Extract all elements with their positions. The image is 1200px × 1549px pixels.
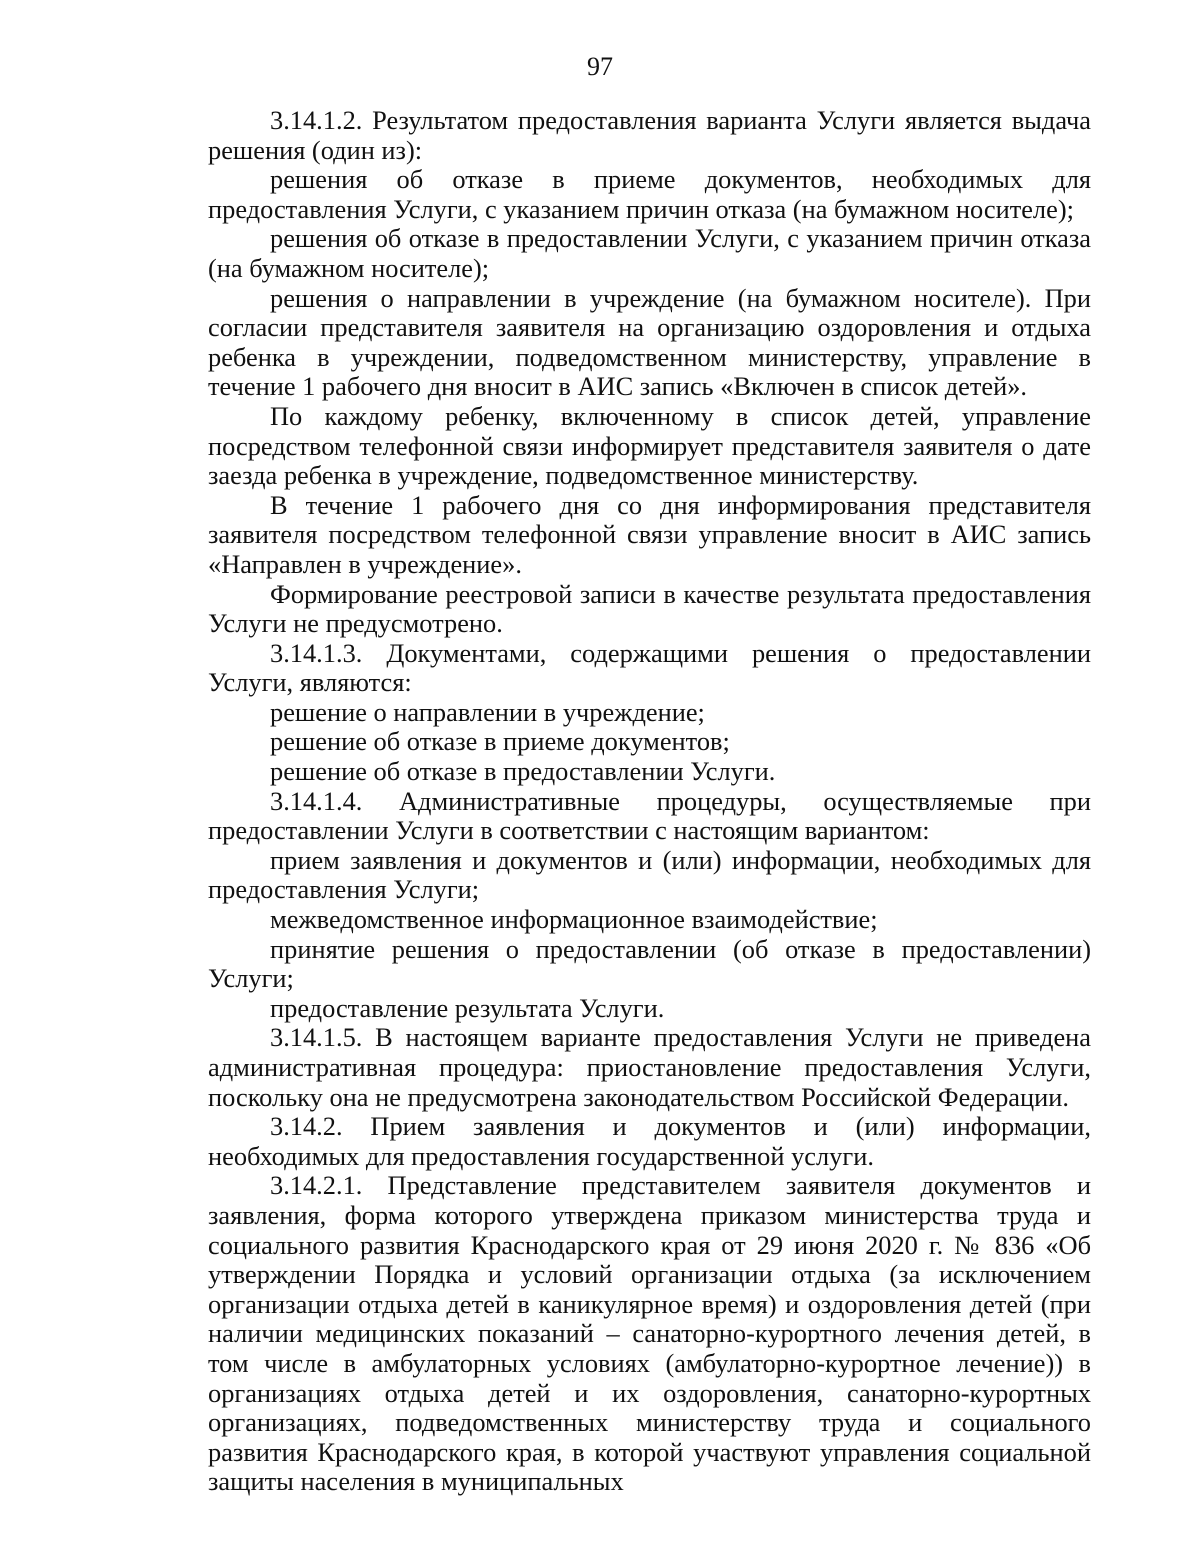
- paragraph: решения об отказе в приеме документов, необходимых для предоставления Услуги, с указанием причин отказа (на бумажном носителе);: [208, 164, 1091, 224]
- paragraph: 3.14.2.1. Представление представителем заявителя документов и заявления, форма которого утверждена приказом министерства труда и социального развития Краснодарского края от 29 июня 2020 г. № 836 «Об утверждении Порядка и условий организации отдыха (за исключением организации отдыха детей в каникулярное время) и оздоровления детей (при наличии медицинских показаний – санаторно-курортного лечения детей, в том числе в амбулаторных условиях (амбулаторно-курортное лечение)) в организациях отдыха детей и их оздоровления, санаторно-курортных организациях, подведомственных министерству труда и социального развития Краснодарского края, в которой участвуют управления социальной защиты населения в муниципальных: [208, 1170, 1091, 1497]
- paragraph: принятие решения о предоставлении (об отказе в предоставлении) Услуги;: [208, 933, 1091, 994]
- page-number: 97: [587, 52, 613, 81]
- paragraph: 3.14.2. Прием заявления и документов и (или) информации, необходимых для предоставления государственной услуги.: [208, 1111, 1091, 1171]
- paragraph: решение об отказе в приеме документов;: [270, 726, 730, 757]
- paragraph: Формирование реестровой записи в качестве результата предоставления Услуги не предусмотрено.: [208, 578, 1091, 639]
- paragraph: решение о направлении в учреждение;: [270, 696, 705, 727]
- paragraph: решение об отказе в предоставлении Услуги.: [270, 756, 776, 787]
- paragraph: 3.14.1.5. В настоящем варианте предоставления Услуги не приведена административная процедура: приостановление предоставления Услуги, поскольку она не предусмотрена законодательством Российской Федерации.: [208, 1022, 1091, 1112]
- paragraph: прием заявления и документов и (или) информации, необходимых для предоставления Услуги;: [208, 844, 1091, 905]
- paragraph: межведомственное информационное взаимодействие;: [270, 904, 878, 935]
- paragraph: предоставление результата Услуги.: [270, 992, 665, 1023]
- body-text: [208, 106, 1091, 1497]
- paragraph: решения об отказе в предоставлении Услуги, с указанием причин отказа (на бумажном носителе);: [208, 223, 1091, 283]
- paragraph: 3.14.1.3. Документами, содержащими решения о предоставлении Услуги, являются:: [208, 637, 1091, 698]
- paragraph: 3.14.1.2. Результатом предоставления варианта Услуги является выдача решения (один из):: [208, 105, 1091, 165]
- paragraph: решения о направлении в учреждение (на бумажном носителе). При согласии представителя заявителя на организацию оздоровления и отдыха ребенка в учреждении, подведомственном министерству, управление в течение 1 рабочего дня вносит в АИС запись «Включен в список детей».: [208, 282, 1091, 402]
- paragraph: По каждому ребенку, включенному в список детей, управление посредством телефонной связи информирует представителя заявителя о дате заезда ребенка в учреждение, подведомственное министерству.: [208, 400, 1091, 491]
- paragraph: 3.14.1.4. Административные процедуры, осуществляемые при предоставлении Услуги в соответствии с настоящим вариантом:: [208, 785, 1091, 846]
- paragraph: В течение 1 рабочего дня со дня информирования представителя заявителя посредством телефонной связи управление вносит в АИС запись «Направлен в учреждение».: [208, 489, 1091, 579]
